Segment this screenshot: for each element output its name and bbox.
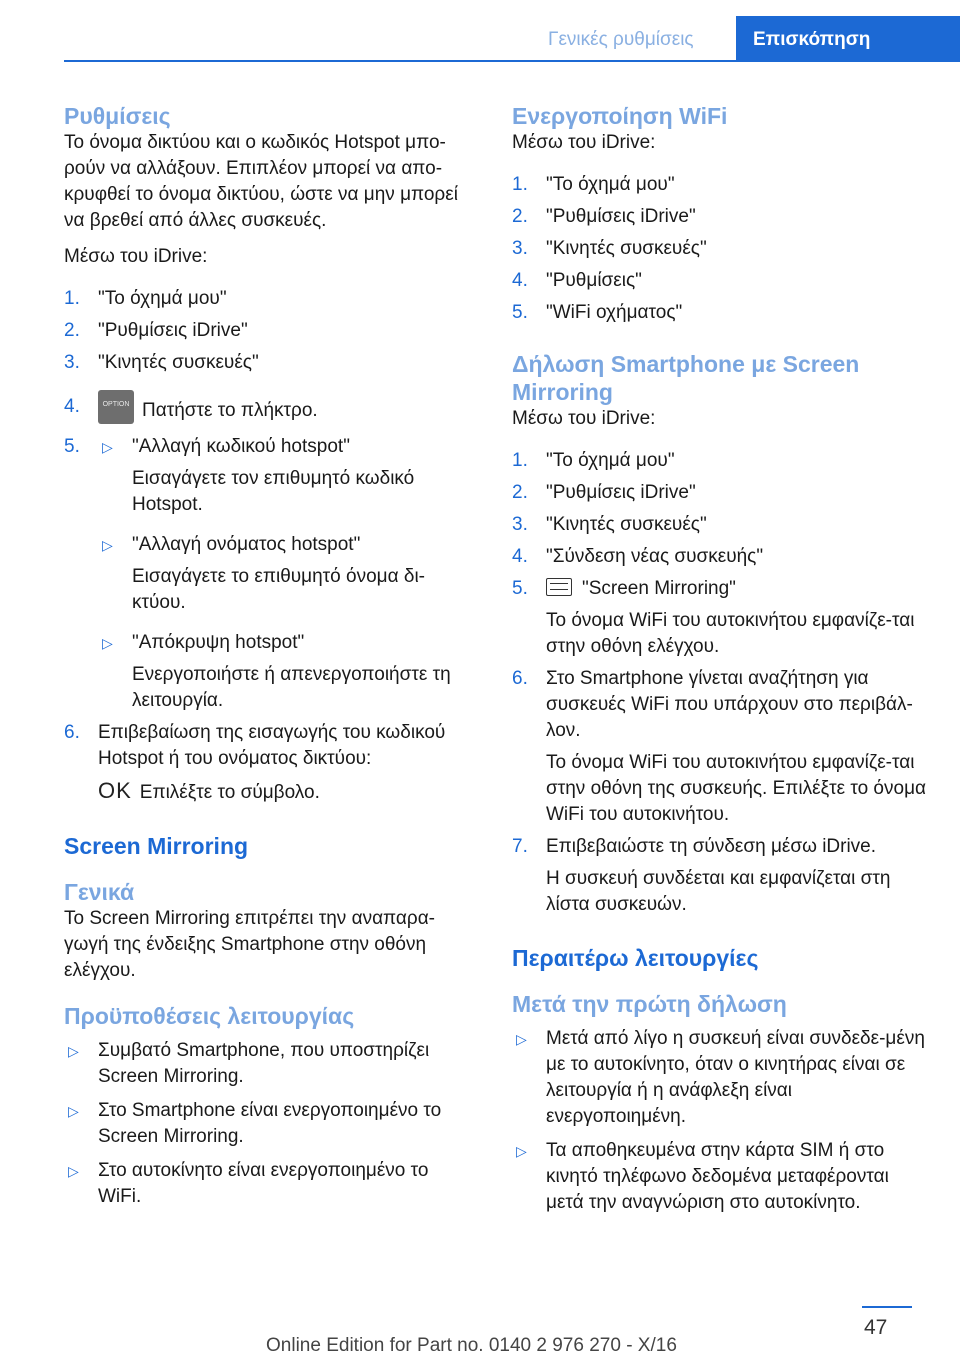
triangle-icon: ▷ bbox=[102, 439, 113, 455]
step-text: "Το όχημά μου" bbox=[546, 174, 675, 195]
step-number: 5. bbox=[512, 302, 528, 323]
step-number: 3. bbox=[512, 514, 528, 535]
ok-text: Επιλέξτε το σύμβολο. bbox=[139, 782, 320, 803]
sub-item-label: "Αλλαγή ονόματος hotspot" bbox=[132, 534, 361, 555]
page-number: 47 bbox=[864, 1316, 888, 1339]
list-item bbox=[512, 1138, 930, 1216]
step-text: "Screen Mirroring" bbox=[582, 578, 736, 599]
step-number: 6. bbox=[64, 722, 80, 743]
step-text: Επιβεβαίωση της εισαγωγής του κωδικού Hotspot ή του ονόματος δικτύου: bbox=[98, 722, 446, 769]
triangle-icon: ▷ bbox=[102, 537, 113, 553]
step-text: "Κινητές συσκευές" bbox=[98, 352, 259, 373]
list-item bbox=[64, 1098, 476, 1150]
sub-item bbox=[64, 434, 476, 460]
step-number: 1. bbox=[64, 288, 80, 309]
step-text: "Το όχημά μου" bbox=[98, 288, 227, 309]
step-number: 7. bbox=[512, 836, 528, 857]
list-item bbox=[64, 1158, 476, 1210]
footer-rule bbox=[862, 1306, 912, 1308]
more-functions-heading: Περαιτέρω λειτουργίες bbox=[512, 945, 759, 971]
sub-item-desc: Εισαγάγετε τον επιθυμητό κωδικό Hotspot. bbox=[132, 468, 415, 515]
list-item bbox=[64, 394, 476, 428]
list-item bbox=[512, 268, 930, 294]
step-text: "Ρυθμίσεις" bbox=[546, 270, 642, 291]
wifi-heading: Ενεργοποίηση WiFi bbox=[512, 103, 728, 129]
prereq-heading: Προϋποθέσεις λειτουργίας bbox=[64, 1003, 355, 1029]
option-button-icon: OPTION bbox=[98, 390, 134, 424]
screen-mirroring-icon bbox=[546, 578, 572, 596]
edition-footer: Online Edition for Part no. 0140 2 976 270 - X/16 bbox=[266, 1335, 677, 1356]
triangle-icon: ▷ bbox=[516, 1031, 527, 1047]
ok-line bbox=[64, 778, 476, 806]
ok-symbol-icon: OK bbox=[98, 778, 132, 803]
sub-item-label: "Αλλαγή κωδικού hotspot" bbox=[132, 436, 350, 457]
step-text: "Ρυθμίσεις iDrive" bbox=[546, 206, 696, 227]
step-number: 3. bbox=[64, 352, 80, 373]
step-text: "Το όχημά μου" bbox=[546, 450, 675, 471]
list-item bbox=[512, 666, 930, 744]
tab-general-settings[interactable]: Γενικές ρυθμίσεις bbox=[548, 29, 694, 50]
step-desc: Η συσκευή συνδέεται και εμφανίζεται στη λίστα συσκευών. bbox=[546, 868, 891, 915]
step-number: 4. bbox=[512, 546, 528, 567]
step-text: Πατήστε το πλήκτρο. bbox=[142, 400, 318, 422]
bullet-text: Τα αποθηκευμένα στην κάρτα SIM ή στο κινητό τηλέφωνο δεδομένα μεταφέρονται μετά την αναγνώριση στο αυτοκίνητο. bbox=[546, 1140, 889, 1213]
list-item bbox=[512, 204, 930, 230]
list-item bbox=[512, 480, 930, 506]
settings-heading: Ρυθμίσεις bbox=[64, 103, 171, 129]
step-number: 2. bbox=[64, 320, 80, 341]
triangle-icon: ▷ bbox=[68, 1043, 79, 1059]
bullet-text: Συμβατό Smartphone, που υποστηρίζει Screen Mirroring. bbox=[98, 1040, 430, 1087]
step-text: "Σύνδεση νέας συσκευής" bbox=[546, 546, 764, 567]
list-item bbox=[64, 350, 476, 376]
list-item bbox=[512, 448, 930, 474]
step-number: 4. bbox=[512, 270, 528, 291]
list-item bbox=[512, 1026, 930, 1130]
screen-mirroring-heading: Screen Mirroring bbox=[64, 833, 249, 859]
step-text: "WiFi οχήματος" bbox=[546, 302, 683, 323]
step-number: 6. bbox=[512, 668, 528, 689]
list-item bbox=[64, 318, 476, 344]
right-column bbox=[512, 102, 930, 1224]
via-idrive-label: Μέσω του iDrive: bbox=[512, 132, 656, 153]
step-desc: Το όνομα WiFi του αυτοκινήτου εμφανίζε-ται στην οθόνη της συσκευής. Επιλέξτε το όνομα WiFi του αυτοκινήτου. bbox=[546, 752, 926, 825]
general-text: Το Screen Mirroring επιτρέπει την αναπαρα-γωγή της ένδειξης Smartphone στην οθόνη ελέγχου. bbox=[64, 908, 436, 981]
list-item bbox=[512, 512, 930, 538]
step-desc: Το όνομα WiFi του αυτοκινήτου εμφανίζε-ται στην οθόνη ελέγχου. bbox=[546, 610, 915, 657]
sub-item-desc: Εισαγάγετε το επιθυμητό όνομα δι-κτύου. bbox=[132, 566, 425, 613]
bullet-text: Στο αυτοκίνητο είναι ενεργοποιημένο το WiFi. bbox=[98, 1160, 429, 1207]
triangle-icon: ▷ bbox=[68, 1163, 79, 1179]
step-number: 4. bbox=[64, 396, 80, 417]
sub-item bbox=[64, 630, 476, 656]
page-header bbox=[0, 0, 960, 62]
list-item bbox=[512, 172, 930, 198]
triangle-icon: ▷ bbox=[102, 635, 113, 651]
left-column bbox=[64, 102, 476, 1218]
sub-item-label: "Απόκρυψη hotspot" bbox=[132, 632, 305, 653]
general-heading: Γενικά bbox=[64, 879, 135, 905]
step-text: Στο Smartphone γίνεται αναζήτηση για συσκευές WiFi που υπάρχουν στο περιβάλ-λον. bbox=[546, 668, 913, 741]
after-first-registration-heading: Μετά την πρώτη δήλωση bbox=[512, 991, 787, 1017]
list-item bbox=[64, 720, 476, 772]
step-number: 2. bbox=[512, 206, 528, 227]
list-item bbox=[512, 576, 930, 602]
header-rule bbox=[64, 60, 960, 62]
step-text: "Ρυθμίσεις iDrive" bbox=[546, 482, 696, 503]
sub-item-desc: Ενεργοποιήστε ή απενεργοποιήστε τη λειτουργία. bbox=[132, 664, 451, 711]
settings-intro: Το όνομα δικτύου και ο κωδικός Hotspot μπο-ρούν να αλλάξουν. Επιπλέον μπορεί να απο-κρυφθεί το όνομα δικτύου, ώστε να μην μπορεί να βρεθεί από άλλες συσκευές. bbox=[64, 132, 458, 231]
via-idrive-label: Μέσω του iDrive: bbox=[512, 408, 656, 429]
step-number: 5. bbox=[512, 578, 528, 599]
sub-item bbox=[64, 532, 476, 558]
bullet-text: Στο Smartphone είναι ενεργοποιημένο το Screen Mirroring. bbox=[98, 1100, 442, 1147]
step-number: 5. bbox=[64, 436, 80, 457]
tab-overview[interactable]: Επισκόπηση bbox=[736, 16, 960, 62]
triangle-icon: ▷ bbox=[68, 1103, 79, 1119]
step-number: 1. bbox=[512, 450, 528, 471]
list-item bbox=[64, 434, 476, 714]
register-heading: Δήλωση Smartphone με Screen Mirroring bbox=[512, 351, 860, 405]
list-item bbox=[512, 300, 930, 326]
step-number: 2. bbox=[512, 482, 528, 503]
list-item bbox=[64, 286, 476, 312]
triangle-icon: ▷ bbox=[516, 1143, 527, 1159]
step-text: Επιβεβαιώστε τη σύνδεση μέσω iDrive. bbox=[546, 836, 877, 857]
list-item bbox=[512, 834, 930, 860]
list-item bbox=[512, 544, 930, 570]
step-number: 3. bbox=[512, 238, 528, 259]
step-text: "Κινητές συσκευές" bbox=[546, 514, 707, 535]
step-text: "Κινητές συσκευές" bbox=[546, 238, 707, 259]
step-number: 1. bbox=[512, 174, 528, 195]
step-text: "Ρυθμίσεις iDrive" bbox=[98, 320, 248, 341]
via-idrive-label: Μέσω του iDrive: bbox=[64, 246, 208, 267]
bullet-text: Μετά από λίγο η συσκευή είναι συνδεδε-μένη με το αυτοκίνητο, όταν ο κινητήρας είναι σε λειτουργία ή η ανάφλεξη είναι ενεργοποιημένη. bbox=[546, 1028, 925, 1127]
list-item bbox=[512, 236, 930, 262]
list-item bbox=[64, 1038, 476, 1090]
